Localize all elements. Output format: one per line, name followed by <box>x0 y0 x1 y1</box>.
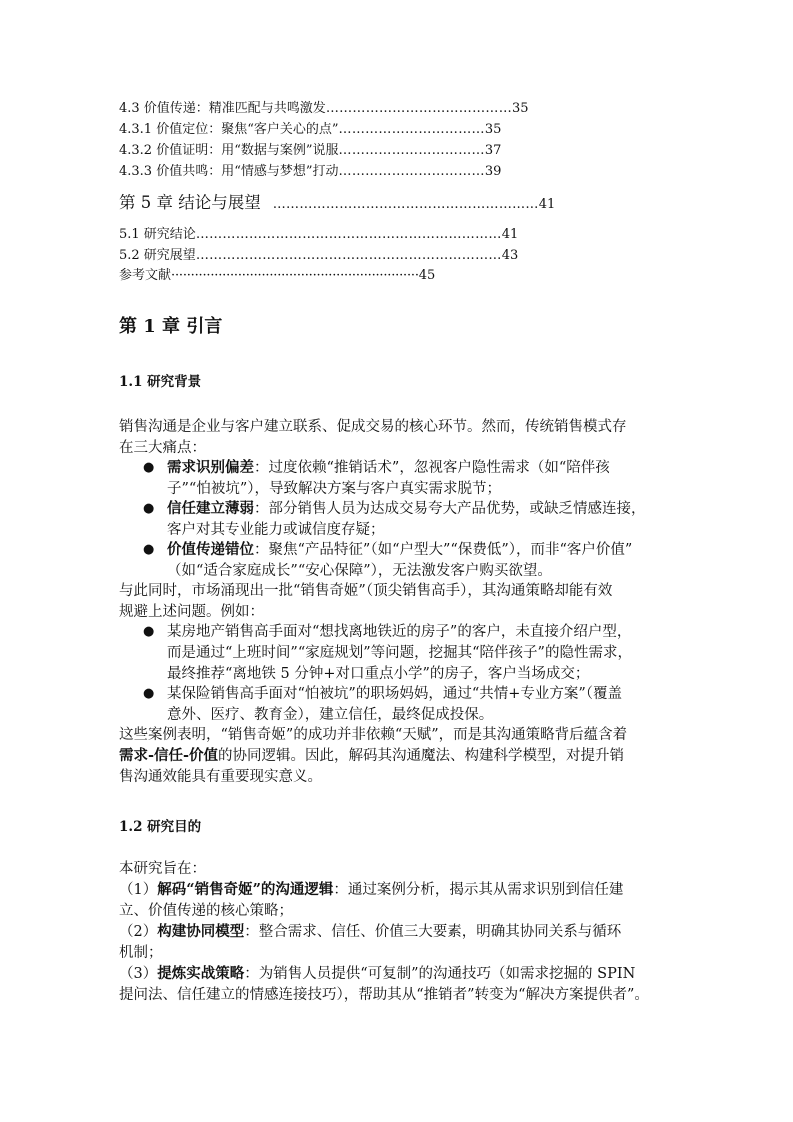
paragraph-line: 本研究旨在： <box>119 861 206 877</box>
goal-item-continuation: 立、价值传递的核心策略； <box>119 903 293 919</box>
list-item: 某保险销售高手面对“怕被坑”的职场妈妈，通过“共情+专业方案”（覆盖 <box>167 686 623 702</box>
bullet-icon: ● <box>143 624 155 639</box>
bullet-icon: ● <box>143 542 155 557</box>
section-heading: 1.2 研究目的 <box>119 819 202 835</box>
list-item: 需求识别偏差：过度依赖“推销话术”，忽视客户隐性需求（如“陪伴孩 <box>167 459 610 476</box>
list-item: 信任建立薄弱：部分销售人员为达成交易夸大产品优势，或缺乏情感连接， <box>167 500 646 517</box>
paragraph-line: 需求-信任-价值的协同逻辑。因此，解码其沟通魔法、构建科学模型，对提升销 <box>119 747 625 764</box>
paragraph-line: 销售沟通是企业与客户建立联系、促成交易的核心环节。然而，传统销售模式存 <box>119 419 627 435</box>
bullet-icon: ● <box>143 460 155 475</box>
goal-item: （3）提炼实战策略：为销售人员提供“可复制”的沟通技巧（如需求挖掘的 SPIN <box>119 965 636 982</box>
toc-entry[interactable]: 4.3.3 价值共鸣：用“情感与梦想”打动……………………………39 <box>119 164 502 179</box>
list-item: 价值传递错位：聚焦“产品特征”（如“户型大”“保费低”），而非“客户价值” <box>167 541 633 558</box>
list-item-continuation: 最终推荐“离地铁 5 分钟+对口重点小学”的房子，客户当场成交； <box>167 666 590 682</box>
goal-item: （1）解码“销售奇姬”的沟通逻辑：通过案例分析，揭示其从需求识别到信任建 <box>119 881 624 898</box>
toc-entry[interactable]: 第 5 章 结论与展望 ……………………………………………………41 <box>119 193 556 212</box>
paragraph-line: 售沟通效能具有重要现实意义。 <box>119 769 322 785</box>
toc-entry[interactable]: 5.2 研究展望……………………………………………………………43 <box>119 248 519 263</box>
list-item-continuation: 意外、医疗、教育金），建立信任，最终促成投保。 <box>167 707 494 723</box>
chapter-title: 第 1 章 引言 <box>119 316 223 337</box>
goal-item-continuation: 提问法、信任建立的情感连接技巧），帮助其从“推销者”转变为“解决方案提供者”。 <box>119 987 649 1003</box>
toc-entry[interactable]: 4.3.1 价值定位：聚焦“客户关心的点”……………………………35 <box>119 122 502 137</box>
bullet-icon: ● <box>143 686 155 701</box>
goal-item-continuation: 机制； <box>119 945 163 961</box>
paragraph-line: 与此同时，市场涌现出一批“销售奇姬”（顶尖销售高手），其沟通策略却能有效 <box>119 583 613 599</box>
list-item-continuation: 子”“怕被坑”），导致解决方案与客户真实需求脱节； <box>167 481 501 497</box>
toc-entry[interactable]: 4.3.2 价值证明：用“数据与案例”说服……………………………37 <box>119 143 502 158</box>
toc-entry[interactable]: 4.3 价值传递：精准匹配与共鸣激发……………………………………35 <box>119 101 529 116</box>
list-item-continuation: （如“适合家庭成长”“安心保障”），无法激发客户购买欲望。 <box>167 563 552 579</box>
paragraph-line: 在三大痛点： <box>119 440 206 456</box>
toc-entry[interactable]: 5.1 研究结论……………………………………………………………41 <box>119 227 519 242</box>
list-item-continuation: 客户对其专业能力或诚信度存疑； <box>167 522 385 538</box>
paragraph-line: 规避上述问题。例如： <box>119 604 264 620</box>
list-item-continuation: 而是通过“上班时间”“家庭规划”等问题，挖掘其“陪伴孩子”的隐性需求， <box>167 645 632 661</box>
list-item: 某房地产销售高手面对“想找离地铁近的房子”的客户，未直接介绍户型， <box>167 624 632 640</box>
section-heading: 1.1 研究背景 <box>119 374 202 390</box>
paragraph-line: 这些案例表明，“销售奇姬”的成功并非依赖“天赋”，而是其沟通策略背后蕴含着 <box>119 727 628 743</box>
toc-entry[interactable]: 参考文献·······························································45 <box>119 268 436 283</box>
bullet-icon: ● <box>143 501 155 516</box>
goal-item: （2）构建协同模型：整合需求、信任、价值三大要素，明确其协同关系与循环 <box>119 923 622 940</box>
